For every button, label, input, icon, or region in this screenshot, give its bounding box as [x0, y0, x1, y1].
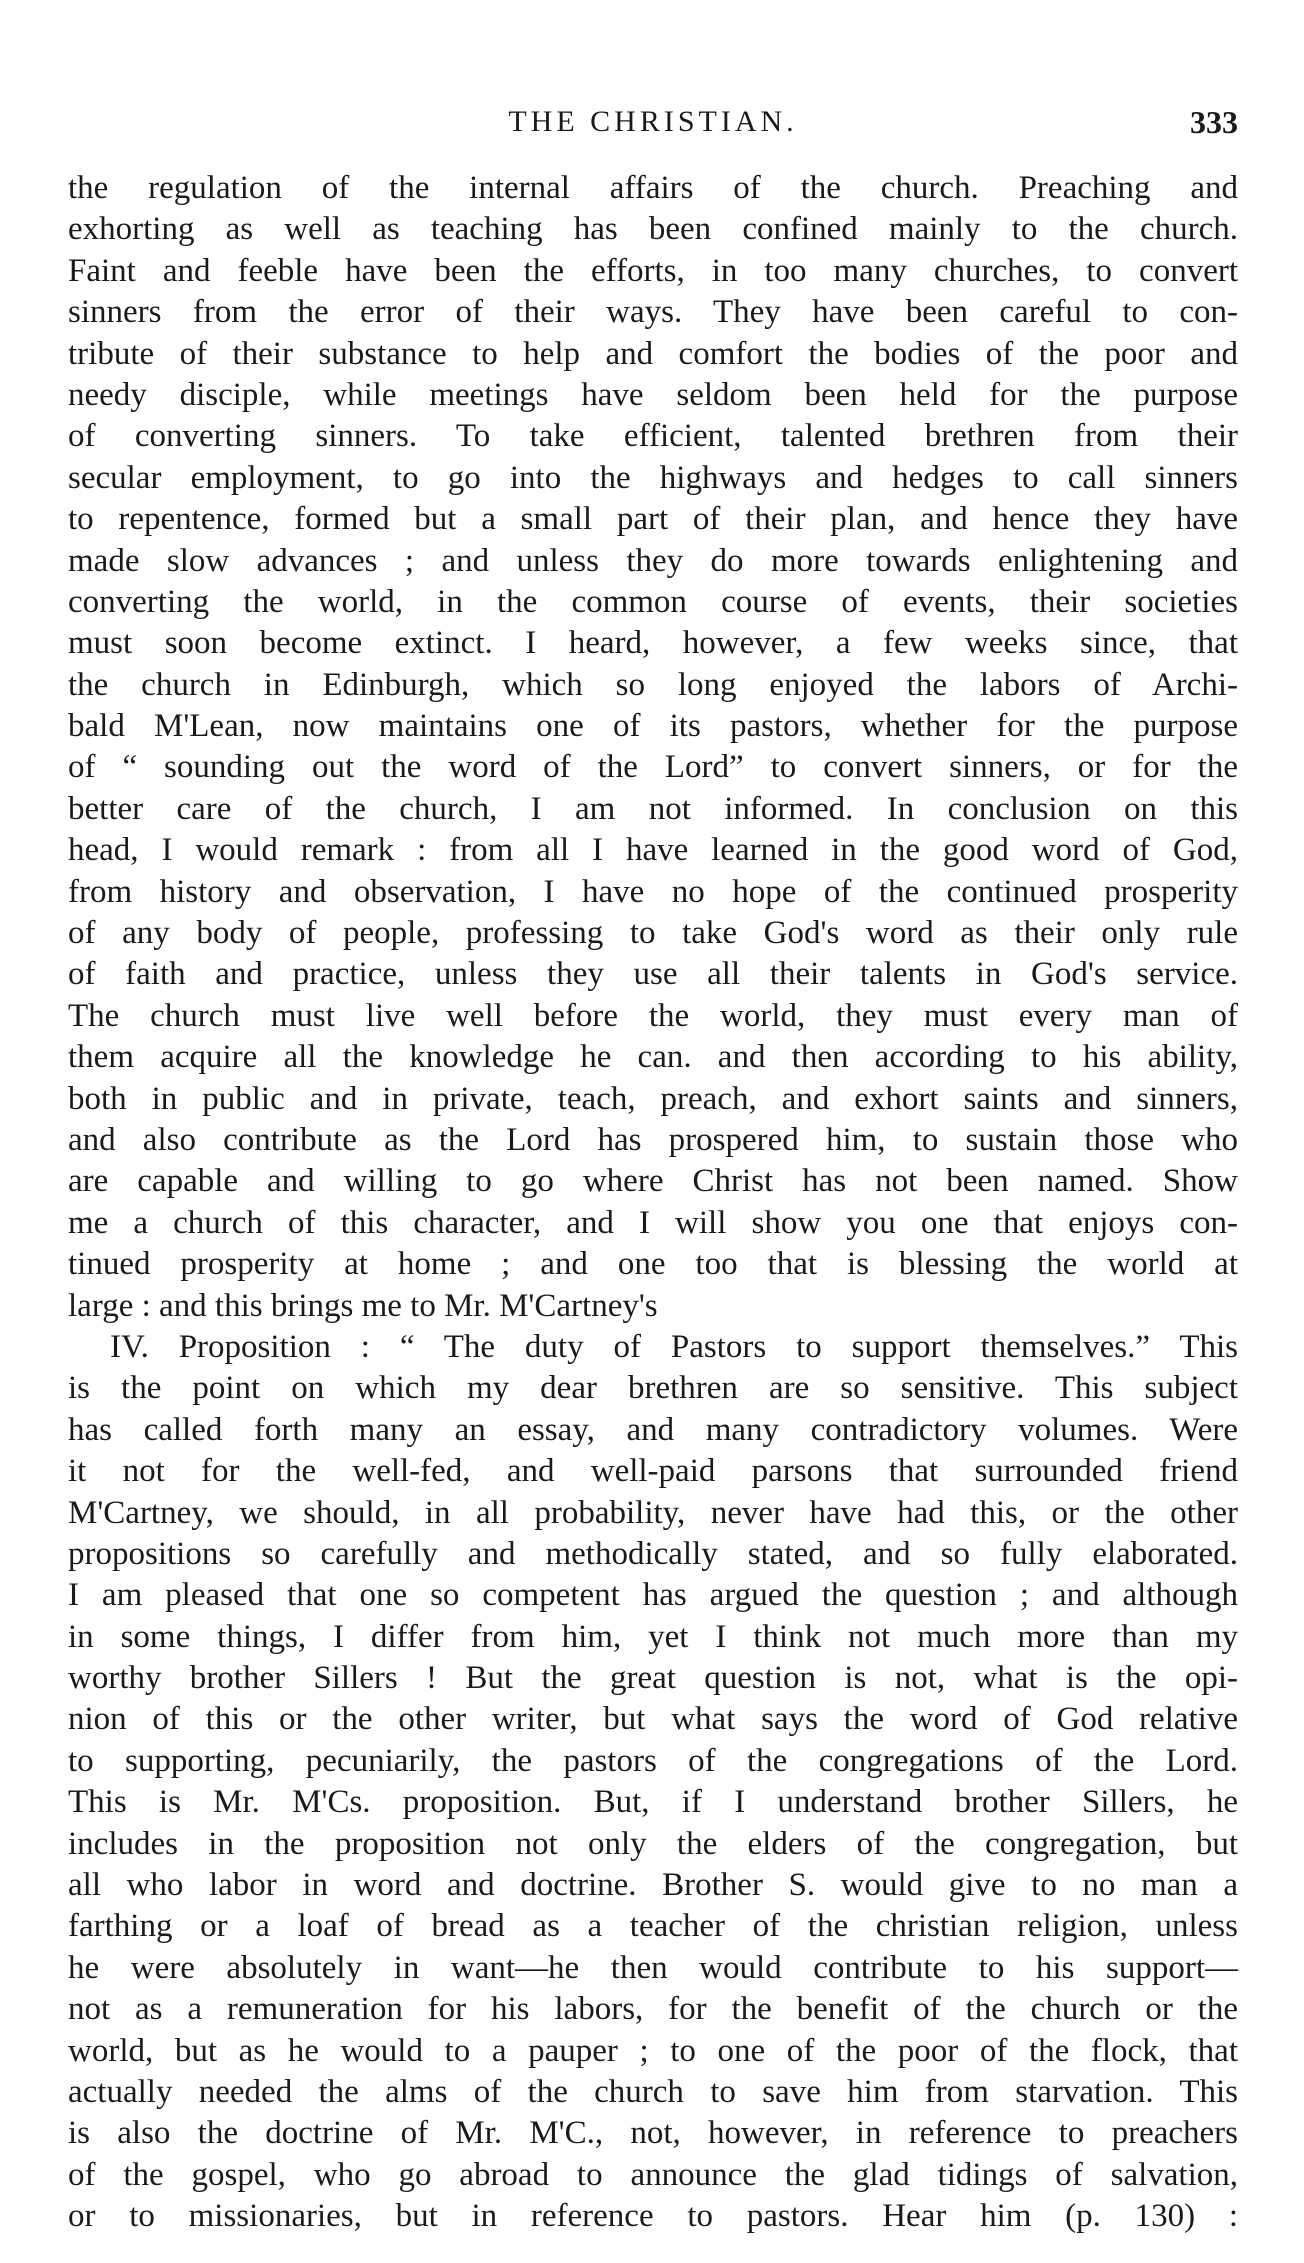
text-line: converting the world, in the common course of events, their societies [68, 583, 1238, 620]
text-line: of the gospel, who go abroad to announce the glad tidings of salvation, [68, 2156, 1238, 2193]
text-line: of faith and practice, unless they use all their talents in God's service. [68, 956, 1238, 993]
text-line: of any body of people, professing to take God's word as their only rule [68, 915, 1238, 952]
text-line: is also the doctrine of Mr. M'C., not, however, in reference to preachers [68, 2115, 1238, 2152]
text-line: has called forth many an essay, and many contradictory volumes. Were [68, 1411, 1238, 1448]
text-line: not as a remuneration for his labors, for the benefit of the church or the [68, 1991, 1238, 2028]
text-line: world, but as he would to a pauper ; to one of the poor of the flock, that [68, 2032, 1238, 2069]
text-line: bald M'Lean, now maintains one of its pastors, whether for the purpose [68, 708, 1238, 745]
text-line: IV. Proposition : “ The duty of Pastors to support themselves.” This [110, 1328, 1238, 1365]
text-line: me a church of this character, and I will show you one that enjoys con- [68, 1204, 1238, 1241]
text-line: I am pleased that one so competent has argued the question ; and although [68, 1577, 1238, 1614]
text-line: the regulation of the internal affairs of the church. Preaching and [68, 170, 1238, 206]
text-line: sinners from the error of their ways. They have been careful to con- [68, 294, 1238, 331]
running-title: THE CHRISTIAN. [508, 105, 798, 138]
text-line: includes in the proposition not only the elders of the congregation, but [68, 1825, 1238, 1862]
text-line: M'Cartney, we should, in all probability, never have had this, or the other [68, 1494, 1238, 1531]
text-line: Faint and feeble have been the efforts, in too many churches, to convert [68, 252, 1238, 289]
text-line: propositions so carefully and methodically stated, and so fully elaborated. [68, 1535, 1238, 1572]
text-line: them acquire all the knowledge he can. and then according to his ability, [68, 1039, 1238, 1076]
text-line: tinued prosperity at home ; and one too that is blessing the world at [68, 1246, 1238, 1283]
text-line: is the point on which my dear brethren are so sensitive. This subject [68, 1370, 1238, 1407]
text-line: of “ sounding out the word of the Lord” to convert sinners, or for the [68, 749, 1238, 786]
text-line: the church in Edinburgh, which so long enjoyed the labors of Archi- [68, 666, 1238, 703]
text-line: from history and observation, I have no hope of the continued prosperity [68, 873, 1238, 910]
text-line: The church must live well before the world, they must every man of [68, 997, 1238, 1034]
text-line: of converting sinners. To take efficient, talented brethren from their [68, 418, 1238, 455]
text-line: or to missionaries, but in reference to pastors. Hear him (p. 130) : [68, 2198, 1238, 2235]
text-line: both in public and in private, teach, preach, and exhort saints and sinners, [68, 1080, 1238, 1117]
text-line: are capable and willing to go where Christ has not been named. Show [68, 1163, 1238, 1200]
text-line: actually needed the alms of the church to save him from starvation. This [68, 2073, 1238, 2110]
text-line: he were absolutely in want—he then would contribute to his support— [68, 1949, 1238, 1986]
text-line: tribute of their substance to help and comfort the bodies of the poor and [68, 335, 1238, 372]
page-number: 333 [1190, 104, 1238, 140]
text-line: farthing or a loaf of bread as a teacher of the christian religion, unless [68, 1908, 1238, 1945]
text-line: in some things, I differ from him, yet I think not much more than my [68, 1618, 1238, 1655]
text-line: nion of this or the other writer, but what says the word of God relative [68, 1701, 1238, 1738]
text-line: to repentence, formed but a small part of their plan, and hence they have [68, 501, 1238, 538]
text-line: This is Mr. M'Cs. proposition. But, if I understand brother Sillers, he [68, 1784, 1238, 1821]
running-head [68, 100, 1238, 144]
text-line: secular employment, to go into the highways and hedges to call sinners [68, 459, 1238, 496]
text-line: better care of the church, I am not informed. In conclusion on this [68, 790, 1238, 827]
text-line: must soon become extinct. I heard, however, a few weeks since, that [68, 625, 1238, 662]
text-line: all who labor in word and doctrine. Brother S. would give to no man a [68, 1867, 1238, 1904]
text-line: to supporting, pecuniarily, the pastors of the congregations of the Lord. [68, 1742, 1238, 1779]
text-line: worthy brother Sillers ! But the great question is not, what is the opi- [68, 1660, 1238, 1697]
text-line: head, I would remark : from all I have learned in the good word of God, [68, 832, 1238, 869]
text-line: large : and this brings me to Mr. M'Cartney's [68, 1287, 658, 1324]
text-line: needy disciple, while meetings have seldom been held for the purpose [68, 376, 1238, 413]
text-line: and also contribute as the Lord has prospered him, to sustain those who [68, 1121, 1238, 1158]
text-line: it not for the well-fed, and well-paid parsons that surrounded friend [68, 1453, 1238, 1490]
body-text [68, 168, 1238, 2238]
text-line: made slow advances ; and unless they do more towards enlightening and [68, 542, 1238, 579]
text-line: exhorting as well as teaching has been confined mainly to the church. [68, 211, 1238, 248]
